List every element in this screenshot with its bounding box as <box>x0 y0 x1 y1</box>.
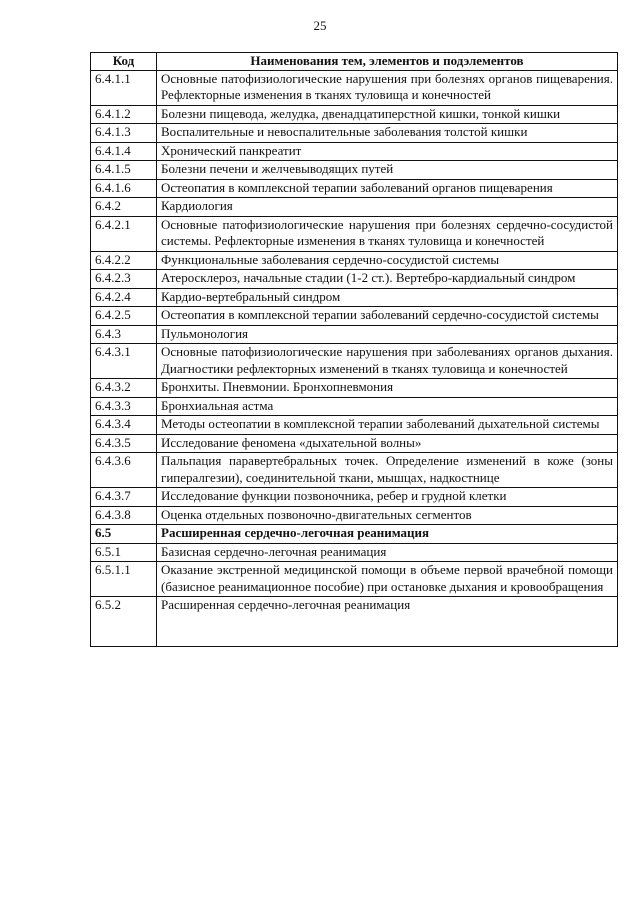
row-name: Хронический панкреатит <box>157 142 618 161</box>
row-code: 6.4.1.6 <box>91 179 157 198</box>
table-row <box>91 307 618 326</box>
row-code: 6.4.2.5 <box>91 307 157 326</box>
row-code: 6.4.3.8 <box>91 506 157 525</box>
row-code: 6.4.1.3 <box>91 124 157 143</box>
row-code: 6.5.2 <box>91 597 157 647</box>
row-code: 6.4.3.5 <box>91 434 157 453</box>
row-code: 6.4.1.4 <box>91 142 157 161</box>
row-code: 6.4.3.1 <box>91 344 157 379</box>
table-row <box>91 198 618 217</box>
row-code: 6.4.3.3 <box>91 397 157 416</box>
row-name: Бронхиальная астма <box>157 397 618 416</box>
header-name: Наименования тем, элементов и подэлементов <box>157 53 618 71</box>
row-code: 6.4.3.4 <box>91 416 157 435</box>
table-row <box>91 562 618 597</box>
table-row <box>91 288 618 307</box>
row-name: Бронхиты. Пневмонии. Бронхопневмония <box>157 379 618 398</box>
table-row <box>91 543 618 562</box>
row-code: 6.4.1.1 <box>91 70 157 105</box>
row-name: Пульмонология <box>157 325 618 344</box>
row-name: Оказание экстренной медицинской помощи в объеме первой врачебной помощи (базисное реанимационное пособие) при остановке дыхания и кровообращения <box>157 562 618 597</box>
page-number: 25 <box>313 18 327 33</box>
row-name: Пальпация паравертебральных точек. Определение изменений в коже (зоны гипералгезии), соединительной ткани, мышцах, надкостнице <box>157 453 618 488</box>
table-row <box>91 142 618 161</box>
table-row <box>91 453 618 488</box>
table-row <box>91 379 618 398</box>
table-row <box>91 161 618 180</box>
row-name: Расширенная сердечно-легочная реанимация <box>157 525 618 544</box>
row-name: Оценка отдельных позвоночно-двигательных сегментов <box>157 506 618 525</box>
row-name: Базисная сердечно-легочная реанимация <box>157 543 618 562</box>
row-code: 6.4.2.4 <box>91 288 157 307</box>
topics-table <box>90 52 618 647</box>
row-name: Исследование феномена «дыхательной волны» <box>157 434 618 453</box>
row-name: Основные патофизиологические нарушения при заболеваниях органов дыхания. Диагностики рефлекторных изменений в тканях туловища и конечностей <box>157 344 618 379</box>
table-header-row <box>91 53 618 71</box>
table-row <box>91 344 618 379</box>
header-code: Код <box>91 53 157 71</box>
row-code: 6.4.3 <box>91 325 157 344</box>
table-row <box>91 397 618 416</box>
table-row <box>91 251 618 270</box>
table-row <box>91 416 618 435</box>
row-code: 6.5 <box>91 525 157 544</box>
table-row <box>91 270 618 289</box>
row-name: Воспалительные и невоспалительные заболевания толстой кишки <box>157 124 618 143</box>
row-code: 6.5.1 <box>91 543 157 562</box>
table-row <box>91 216 618 251</box>
row-code: 6.4.2.3 <box>91 270 157 289</box>
row-code: 6.4.2 <box>91 198 157 217</box>
row-code: 6.4.1.2 <box>91 105 157 124</box>
row-name: Кардиология <box>157 198 618 217</box>
row-name: Болезни пищевода, желудка, двенадцатиперстной кишки, тонкой кишки <box>157 105 618 124</box>
row-name: Атеросклероз, начальные стадии (1-2 ст.). Вертебро-кардиальный синдром <box>157 270 618 289</box>
table-row <box>91 434 618 453</box>
row-code: 6.4.3.6 <box>91 453 157 488</box>
row-name: Расширенная сердечно-легочная реанимация <box>157 597 618 647</box>
row-name: Основные патофизиологические нарушения при болезнях органов пищеварения. Рефлекторные изменения в тканях туловища и конечностей <box>157 70 618 105</box>
table-row <box>91 124 618 143</box>
table-row <box>91 597 618 647</box>
row-name: Функциональные заболевания сердечно-сосудистой системы <box>157 251 618 270</box>
row-name: Кардио-вертебральный синдром <box>157 288 618 307</box>
table-row <box>91 488 618 507</box>
row-code: 6.4.2.2 <box>91 251 157 270</box>
row-name: Основные патофизиологические нарушения при болезнях сердечно-сосудистой системы. Рефлекторные изменения в тканях туловища и конечностей <box>157 216 618 251</box>
row-name: Болезни печени и желчевыводящих путей <box>157 161 618 180</box>
row-code: 6.4.1.5 <box>91 161 157 180</box>
row-code: 6.4.3.2 <box>91 379 157 398</box>
row-code: 6.4.2.1 <box>91 216 157 251</box>
row-name: Исследование функции позвоночника, ребер и грудной клетки <box>157 488 618 507</box>
table-row <box>91 179 618 198</box>
table-row <box>91 325 618 344</box>
table-row <box>91 506 618 525</box>
table-row <box>91 525 618 544</box>
row-name: Остеопатия в комплексной терапии заболеваний органов пищеварения <box>157 179 618 198</box>
row-code: 6.4.3.7 <box>91 488 157 507</box>
row-name: Методы остеопатии в комплексной терапии заболеваний дыхательной системы <box>157 416 618 435</box>
row-name: Остеопатия в комплексной терапии заболеваний сердечно-сосудистой системы <box>157 307 618 326</box>
table-row <box>91 70 618 105</box>
row-code: 6.5.1.1 <box>91 562 157 597</box>
table-row <box>91 105 618 124</box>
